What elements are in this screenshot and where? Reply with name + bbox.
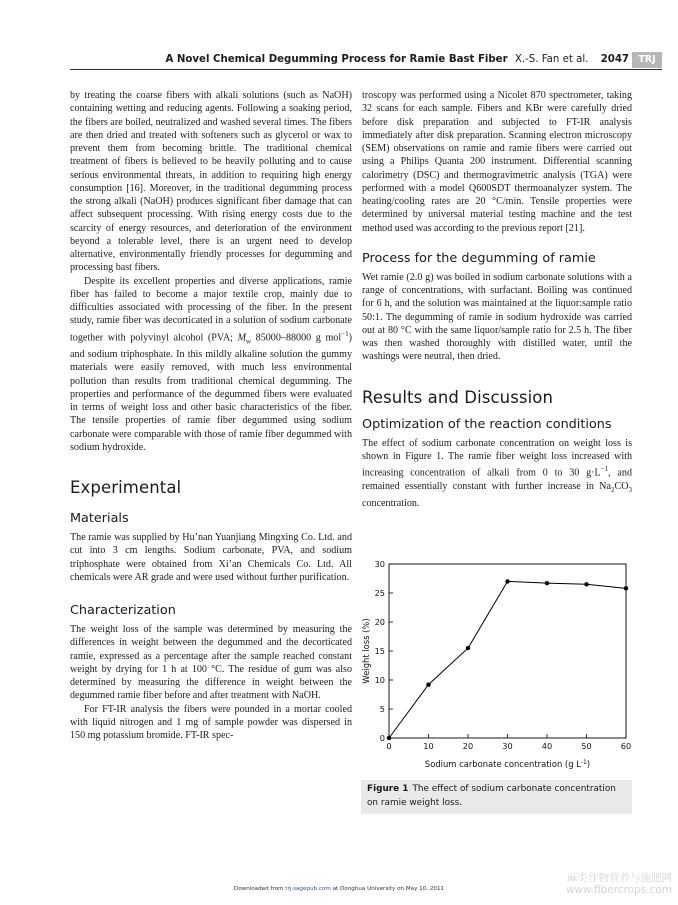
running-head bbox=[165, 52, 629, 68]
data-point bbox=[624, 586, 628, 590]
data-point bbox=[584, 582, 588, 586]
x-tick-label: 40 bbox=[541, 741, 553, 751]
methods-continued-paragraph: troscopy was performed using a Nicolet 870 spectrometer, taking 32 scans for each sample. Fibers and KBr were carefully dried before disk preparation and subjected to FT-IR analysis immediately after disk preparation. Scanning electron microscopy (SEM) observations on ramie and ramie fibers were carried out using a Philips Quanta 200 instrument. Differential scanning calorimetry (DSC) and thermogravimetric analysis (TGA) were performed with a model Q600SDT thermoanalyzer system. The heating/cooling rates are 20 °C/min. Tensile properties were determined by universal material testing machine and the test method used was according to the previous report [21]. bbox=[362, 90, 632, 234]
x-tick-label: 0 bbox=[386, 741, 392, 751]
page-number: 2047 bbox=[600, 54, 629, 65]
download-footer: Downloaded from trj.sagepub.com at Donghua University on May 10, 2011 bbox=[233, 886, 445, 892]
characterization-heading: Characterization bbox=[70, 603, 176, 619]
footer-link[interactable]: trj.sagepub.com bbox=[285, 886, 331, 892]
process-paragraph: Wet ramie (2.0 g) was boiled in sodium carbonate solutions with a range of concentrations, with surfactant. Boiling was continued for 6 h, and the solution was maintained at the liquor:sample ratio 50:1. The degumming of ramie in sodium hydroxide was carried out at 80 °C with the same liquor/sample ratio for 2.5 h. The fiber was then washed thoroughly with distilled water, until the washings were neutral, then dried. bbox=[362, 271, 632, 363]
characterization-paragraph-2: For FT-IR analysis the fibers were pounded in a mortar cooled with liquid nitrogen and 1 mg of sample powder was dispersed in 150 mg potassium bromide. FT-IR spec- bbox=[70, 703, 352, 742]
results-heading: Results and Discussion bbox=[362, 387, 554, 407]
y-tick-label: 15 bbox=[374, 646, 385, 656]
x-axis-label: Sodium carbonate concentration (g $L^{-1}$) bbox=[424, 759, 591, 769]
process-heading: Process for the degumming of ramie bbox=[362, 250, 596, 266]
x-tick-label: 30 bbox=[502, 741, 513, 751]
running-head-title: A Novel Chemical Degumming Process for Ramie Bast Fiber bbox=[165, 54, 508, 65]
characterization-paragraph-1: The weight loss of the sample was determined by measuring the differences in weight between the degummed and the decorticated ramie, expressed as a percentage after the sample reached constant weight by drying for 1 h at 100 °C. The residue of gum was also determined by measuring the difference in weight between the degummed ramie fiber before and after treatment with NaOH. bbox=[70, 624, 352, 702]
y-tick-label: 10 bbox=[374, 675, 385, 685]
y-tick-label: 0 bbox=[379, 733, 385, 743]
figure-caption-text: The effect of sodium carbonate concentration on ramie weight loss. bbox=[367, 784, 616, 808]
x-tick-label: 10 bbox=[423, 741, 434, 751]
y-tick-label: 30 bbox=[374, 559, 385, 569]
materials-heading: Materials bbox=[70, 511, 129, 527]
plot-frame bbox=[389, 564, 626, 738]
data-point bbox=[466, 646, 470, 650]
optimization-heading: Optimization of the reaction conditions bbox=[362, 416, 612, 432]
x-tick-label: 50 bbox=[581, 741, 592, 751]
series-line bbox=[389, 581, 626, 738]
y-tick-label: 20 bbox=[374, 617, 385, 627]
intro-paragraph-1: by treating the coarse fibers with alkali solutions (such as NaOH) containing wetting and reducing agents. Following a soaking period, the fibers are boiled, neutralized and washed several times. The fibers are then dried and treated with softeners such as glycerol or wax to prevent them from becoming brittle. The traditional chemical treatment of fibers is believed to be heavily polluting and to cause serious environmental threats, in addition to requiring high energy consumption [16]. Moreover, in the traditional degumming process the strong alkali (NaOH) produces significant fiber damage that can affect subsequent processing. With rising energy costs due to the scarcity of energy resources, and deterioration of the environment beyond a tolerable level, there is an urgent need to develop alternative, environmentally friendly processes for degumming and processing bast fibers. bbox=[70, 90, 352, 274]
y-tick-label: 5 bbox=[379, 704, 385, 714]
x-tick-label: 60 bbox=[620, 741, 632, 751]
watermark-line-2: www.fibercrops.com bbox=[565, 884, 672, 896]
materials-paragraph: The ramie was supplied by Hu’nan Yuanjiang Mingxing Co. Ltd. and cut into 3 cm lengths. Sodium carbonate, PVA, and sodium triphosphate were obtained from Xi’an Chemicals Co. Ltd. All chemicals were AR grade and were used without further purification. bbox=[70, 532, 352, 583]
y-tick-label: 25 bbox=[374, 588, 385, 598]
header-rule bbox=[70, 69, 662, 70]
journal-badge: TRJ bbox=[632, 52, 662, 68]
weight-loss-chart bbox=[358, 555, 638, 777]
figure-1-caption bbox=[361, 780, 632, 814]
intro-paragraph-2: Despite its excellent properties and diverse applications, ramie fiber has failed to become a major textile crop, mainly due to difficulties associated with processing of the fiber. In the present study, ramie fiber was decorticated in a solution of sodium carbonate together with polyvinyl alcohol (PVA; $M_w$ 85000–88000 g mol$^{-1}$) and sodium triphosphate. In this mildly alkaline solution the gummy materials were easily removed, with much less environmental pollution than results from traditional chemical degumming. The properties and performance of the degummed fibers were evaluated in terms of weight loss and other basic characteristics of the fiber. The tensile properties of ramie fiber degummed using sodium carbonate were comparable with those of ramie fiber degummed with sodium hydroxide. bbox=[70, 275, 352, 453]
right-column bbox=[362, 89, 632, 510]
y-axis-label: Weight loss (%) bbox=[361, 618, 371, 684]
data-point bbox=[545, 581, 549, 585]
data-point bbox=[505, 579, 509, 583]
figure-label: Figure 1 bbox=[367, 784, 409, 794]
results-paragraph: The effect of sodium carbonate concentration on weight loss is shown in Figure 1. The ramie fiber weight loss increased with increasing concentration of alkali from 0 to 30 $g\cdot L^{-1}$, and remained essentially constant with further increase in $Na_2CO_3$ concentration. bbox=[362, 437, 632, 509]
experimental-heading: Experimental bbox=[70, 478, 182, 498]
x-tick-label: 20 bbox=[462, 741, 474, 751]
data-point bbox=[426, 682, 430, 686]
watermark-line-1: 麻类作物营养与施肥网 bbox=[567, 872, 672, 884]
data-point bbox=[387, 736, 391, 740]
running-head-authors: X.-S. Fan et al. bbox=[514, 54, 589, 65]
figure-1-chart bbox=[358, 555, 638, 777]
watermark bbox=[542, 872, 672, 896]
left-column bbox=[70, 89, 352, 742]
